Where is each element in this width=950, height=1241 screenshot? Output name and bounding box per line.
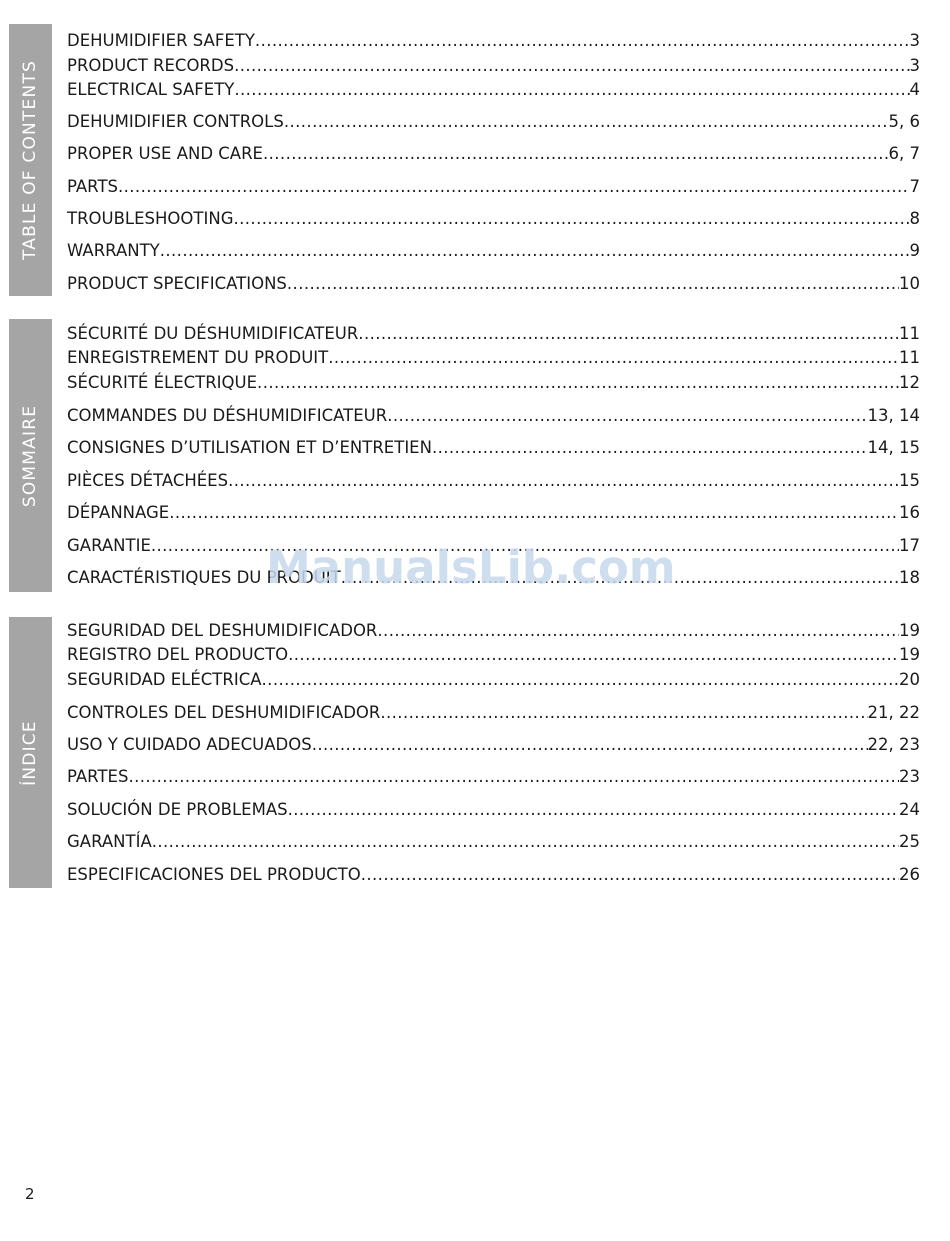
toc-entry[interactable] bbox=[67, 502, 920, 524]
toc-entry[interactable] bbox=[67, 55, 920, 77]
toc-entry-title: COMMANDES DU DÉSHUMIDIFICATEUR bbox=[67, 406, 388, 425]
toc-entry-title: PARTS bbox=[67, 177, 118, 196]
toc-dot-leader bbox=[284, 111, 889, 133]
toc-entry-page: 10 bbox=[899, 274, 920, 293]
toc-entry-title: WARRANTY bbox=[67, 241, 160, 260]
toc-entry[interactable] bbox=[67, 766, 920, 788]
toc-dot-leader bbox=[432, 437, 868, 459]
toc-entry-page: 19 bbox=[899, 645, 920, 664]
toc-entry[interactable] bbox=[67, 831, 920, 853]
toc-entry-title: PIÈCES DÉTACHÉES bbox=[67, 471, 229, 490]
toc-entry-page: 19 bbox=[899, 621, 920, 640]
toc-dot-leader bbox=[387, 405, 867, 427]
toc-entry-page: 7 bbox=[909, 177, 920, 196]
toc-dot-leader bbox=[228, 470, 899, 492]
toc-entry-page: 6, 7 bbox=[888, 144, 920, 163]
toc-entry-title: PROPER USE AND CARE bbox=[67, 144, 263, 163]
toc-entry-page: 4 bbox=[909, 80, 920, 99]
toc-section bbox=[9, 24, 920, 296]
toc-dot-leader bbox=[358, 323, 899, 345]
section-tab-label: SOMMAIRE bbox=[20, 404, 40, 507]
toc-entry[interactable] bbox=[67, 799, 920, 821]
toc-entry-page: 17 bbox=[899, 536, 920, 555]
toc-dot-leader bbox=[128, 766, 899, 788]
toc-entry[interactable] bbox=[67, 79, 920, 101]
section-tab bbox=[9, 617, 52, 888]
section-tab-label: TABLE OF CONTENTS bbox=[20, 60, 40, 260]
toc-entry-page: 13, 14 bbox=[867, 406, 920, 425]
toc-entry[interactable] bbox=[67, 323, 920, 345]
toc-entry-page: 21, 22 bbox=[867, 703, 920, 722]
toc-entry-title: SÉCURITÉ DU DÉSHUMIDIFICATEUR bbox=[67, 324, 359, 343]
toc-dot-leader bbox=[377, 620, 899, 642]
toc-entry-page: 18 bbox=[899, 568, 920, 587]
toc-entry-page: 15 bbox=[899, 471, 920, 490]
toc-dot-leader bbox=[233, 208, 909, 230]
section-tab bbox=[9, 319, 52, 592]
toc-entry[interactable] bbox=[67, 669, 920, 691]
toc-dot-leader bbox=[234, 79, 909, 101]
toc-dot-leader bbox=[160, 240, 910, 262]
toc-dot-leader bbox=[288, 799, 899, 821]
toc-entry-title: TROUBLESHOOTING bbox=[67, 209, 234, 228]
toc-entry-title: PARTES bbox=[67, 767, 129, 786]
toc-entry[interactable] bbox=[67, 702, 920, 724]
toc-entry[interactable] bbox=[67, 176, 920, 198]
toc-dot-leader bbox=[287, 273, 899, 295]
toc-entry-title: CONSIGNES D’UTILISATION ET D’ENTRETIEN bbox=[67, 438, 432, 457]
toc-dot-leader bbox=[118, 176, 910, 198]
toc-entry-page: 5, 6 bbox=[888, 112, 920, 131]
toc-entry-title: REGISTRO DEL PRODUCTO bbox=[67, 645, 289, 664]
toc-dot-leader bbox=[169, 502, 899, 524]
toc-entry[interactable] bbox=[67, 30, 920, 52]
toc-section bbox=[9, 617, 920, 888]
toc-entry-title: CONTROLES DEL DESHUMIDIFICADOR bbox=[67, 703, 381, 722]
section-tab bbox=[9, 24, 52, 296]
toc-entry-page: 22, 23 bbox=[867, 735, 920, 754]
toc-entry-title: PRODUCT RECORDS bbox=[67, 56, 235, 75]
toc-entry-title: SÉCURITÉ ÉLECTRIQUE bbox=[67, 373, 258, 392]
toc-entry-page: 11 bbox=[899, 324, 920, 343]
watermark: ManualsLib.com bbox=[266, 541, 676, 594]
toc-entry[interactable] bbox=[67, 240, 920, 262]
toc-dot-leader bbox=[152, 831, 899, 853]
toc-entry-title: ELECTRICAL SAFETY bbox=[67, 80, 235, 99]
toc-dot-leader bbox=[255, 30, 910, 52]
toc-dot-leader bbox=[328, 347, 899, 369]
toc-entry[interactable] bbox=[67, 372, 920, 394]
toc-entry-title: GARANTIE bbox=[67, 536, 151, 555]
toc-entry-page: 24 bbox=[899, 800, 920, 819]
toc-entry-page: 25 bbox=[899, 832, 920, 851]
toc-entry-page: 9 bbox=[909, 241, 920, 260]
toc-entry-page: 16 bbox=[899, 503, 920, 522]
toc-entry-page: 3 bbox=[909, 31, 920, 50]
toc-entry-page: 12 bbox=[899, 373, 920, 392]
toc-entry[interactable] bbox=[67, 405, 920, 427]
toc-entry-title: GARANTÍA bbox=[67, 832, 152, 851]
section-tab-label: ÍNDICE bbox=[20, 719, 40, 786]
page-number: 2 bbox=[25, 1185, 35, 1203]
toc-entry-title: SEGURIDAD ELÉCTRICA bbox=[67, 670, 262, 689]
toc-entry-page: 23 bbox=[899, 767, 920, 786]
toc-entry-title: CARACTÉRISTIQUES DU PRODUIT bbox=[67, 568, 341, 587]
toc-entry-page: 3 bbox=[909, 56, 920, 75]
toc-entry[interactable] bbox=[67, 644, 920, 666]
toc-entry-page: 11 bbox=[899, 348, 920, 367]
toc-entry[interactable] bbox=[67, 273, 920, 295]
toc-entry-page: 20 bbox=[899, 670, 920, 689]
toc-entry-page: 14, 15 bbox=[867, 438, 920, 457]
toc-entry-title: USO Y CUIDADO ADECUADOS bbox=[67, 735, 312, 754]
toc-entry-title: PRODUCT SPECIFICATIONS bbox=[67, 274, 287, 293]
toc-dot-leader bbox=[312, 734, 868, 756]
toc-dot-leader bbox=[288, 644, 899, 666]
toc-entry[interactable] bbox=[67, 208, 920, 230]
toc-entry-title: ENREGISTREMENT DU PRODUIT bbox=[67, 348, 329, 367]
toc-entry-title: DEHUMIDIFIER CONTROLS bbox=[67, 112, 284, 131]
toc-dot-leader bbox=[257, 372, 899, 394]
toc-entry[interactable] bbox=[67, 864, 920, 886]
toc-entry[interactable] bbox=[67, 437, 920, 459]
toc-entry[interactable] bbox=[67, 620, 920, 642]
toc-entry-page: 8 bbox=[909, 209, 920, 228]
toc-entry-title: DEHUMIDIFIER SAFETY bbox=[67, 31, 255, 50]
toc-entry-title: ESPECIFICACIONES DEL PRODUCTO bbox=[67, 865, 361, 884]
toc-entry[interactable] bbox=[67, 347, 920, 369]
toc-entry[interactable] bbox=[67, 111, 920, 133]
toc-dot-leader bbox=[263, 143, 889, 165]
toc-dot-leader bbox=[234, 55, 909, 77]
toc-entry-title: SOLUCIÓN DE PROBLEMAS bbox=[67, 800, 288, 819]
toc-entry-page: 26 bbox=[899, 865, 920, 884]
toc-entry-title: DÉPANNAGE bbox=[67, 503, 170, 522]
toc-entry[interactable] bbox=[67, 143, 920, 165]
toc-dot-leader bbox=[380, 702, 867, 724]
toc-dot-leader bbox=[361, 864, 899, 886]
toc-entry[interactable] bbox=[67, 734, 920, 756]
toc-dot-leader bbox=[262, 669, 899, 691]
toc-entry[interactable] bbox=[67, 470, 920, 492]
toc-entry-title: SEGURIDAD DEL DESHUMIDIFICADOR bbox=[67, 621, 378, 640]
